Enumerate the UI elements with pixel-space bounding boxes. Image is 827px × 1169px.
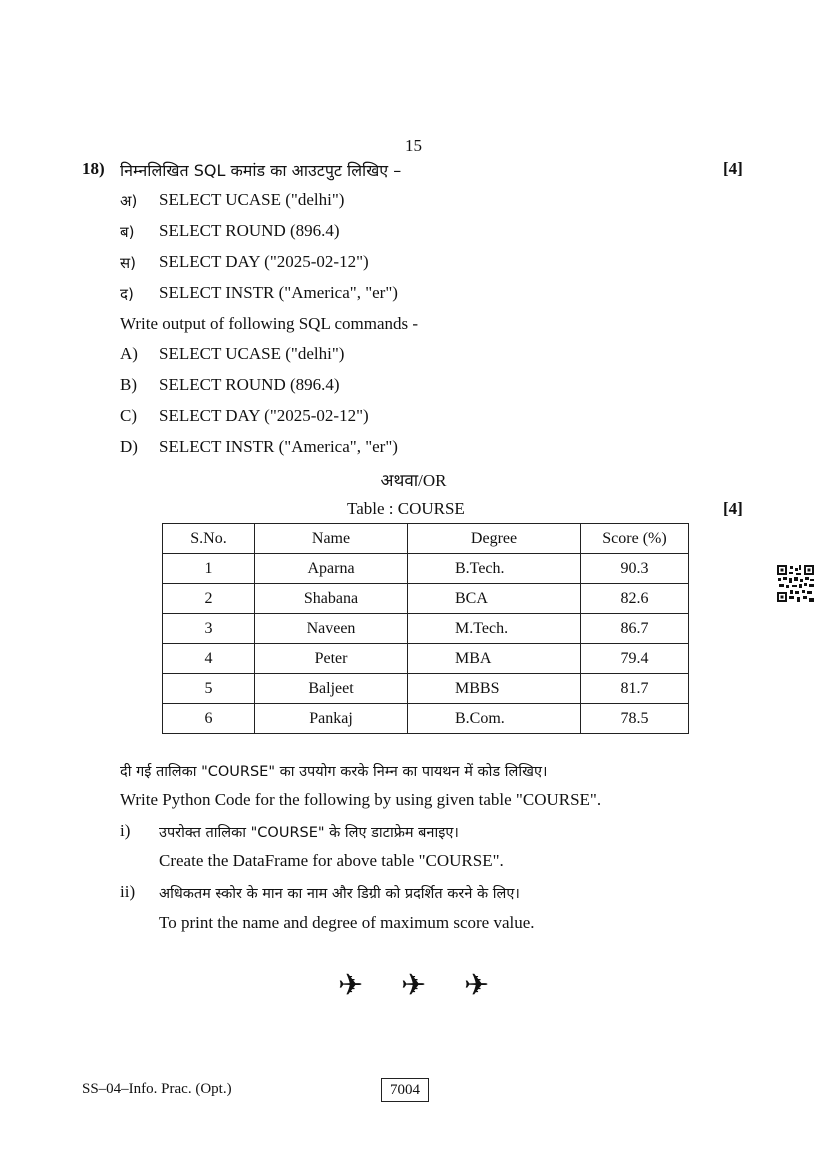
cell: 82.6 bbox=[581, 584, 689, 614]
header-cell: S.No. bbox=[163, 524, 255, 554]
question-text-hindi: निम्नलिखित SQL कमांड का आउटपुट लिखिए – bbox=[120, 161, 402, 180]
sql-command: SELECT INSTR ("America", "er") bbox=[159, 437, 398, 456]
cell: 81.7 bbox=[581, 674, 689, 704]
header-cell: Score (%) bbox=[581, 524, 689, 554]
item-label: अ) bbox=[120, 192, 138, 210]
sql-command: SELECT ROUND (896.4) bbox=[159, 375, 340, 394]
subpart-text-english: To print the name and degree of maximum score value. bbox=[159, 913, 535, 932]
footer-subject: SS–04–Info. Prac. (Opt.) bbox=[82, 1081, 232, 1097]
table-row bbox=[163, 644, 689, 674]
end-of-section-marks bbox=[338, 968, 527, 1003]
cell: 79.4 bbox=[581, 644, 689, 674]
item-label: A) bbox=[120, 344, 138, 363]
cell: 2 bbox=[163, 584, 255, 614]
subpart-text-hindi: अधिकतम स्कोर के मान का नाम और डिग्री को प्रदर्शित करने के लिए। bbox=[159, 886, 520, 902]
qr-code-icon bbox=[777, 565, 814, 602]
page-number: 15 bbox=[405, 136, 422, 155]
item-label: D) bbox=[120, 437, 138, 456]
sql-command: SELECT ROUND (896.4) bbox=[159, 221, 340, 240]
item-label: स) bbox=[120, 254, 136, 272]
sql-command: SELECT INSTR ("America", "er") bbox=[159, 283, 398, 302]
cell: 90.3 bbox=[581, 554, 689, 584]
footer-paper-code: 7004 bbox=[381, 1078, 429, 1102]
subpart-label: ii) bbox=[120, 882, 136, 901]
instruction-hindi: दी गई तालिका "COURSE" का उपयोग करके निम्न का पायथन में कोड लिखिए। bbox=[120, 764, 548, 780]
subpart-label: i) bbox=[120, 821, 131, 840]
table-row bbox=[163, 704, 689, 734]
cell: M.Tech. bbox=[408, 614, 581, 644]
sql-command: SELECT UCASE ("delhi") bbox=[159, 190, 345, 209]
cell: 4 bbox=[163, 644, 255, 674]
question-number: 18) bbox=[82, 159, 105, 178]
cell: B.Com. bbox=[408, 704, 581, 734]
table-row bbox=[163, 584, 689, 614]
airplane-icon: ✈ bbox=[464, 968, 490, 1003]
subpart-text-hindi: उपरोक्त तालिका "COURSE" के लिए डाटाफ्रेम बनाइए। bbox=[159, 825, 459, 841]
sql-command: SELECT UCASE ("delhi") bbox=[159, 344, 345, 363]
question-marks: [4] bbox=[723, 159, 743, 178]
question-text-english: Write output of following SQL commands - bbox=[120, 314, 419, 333]
cell: B.Tech. bbox=[408, 554, 581, 584]
or-separator: अथवा/OR bbox=[380, 471, 447, 490]
table-row bbox=[163, 554, 689, 584]
cell: 5 bbox=[163, 674, 255, 704]
cell: 3 bbox=[163, 614, 255, 644]
instruction-english: Write Python Code for the following by using given table "COURSE". bbox=[120, 790, 602, 809]
table-row bbox=[163, 674, 689, 704]
header-cell: Name bbox=[255, 524, 408, 554]
item-label: ब) bbox=[120, 223, 135, 241]
course-table bbox=[162, 523, 689, 734]
cell: Naveen bbox=[255, 614, 408, 644]
sql-command: SELECT DAY ("2025-02-12") bbox=[159, 252, 369, 271]
cell: Peter bbox=[255, 644, 408, 674]
airplane-icon: ✈ bbox=[338, 968, 364, 1003]
subpart-text-english: Create the DataFrame for above table "COURSE". bbox=[159, 851, 504, 870]
table-marks: [4] bbox=[723, 499, 743, 518]
cell: BCA bbox=[408, 584, 581, 614]
item-label: द) bbox=[120, 285, 134, 303]
cell: 1 bbox=[163, 554, 255, 584]
cell: 86.7 bbox=[581, 614, 689, 644]
table-title: Table : COURSE bbox=[347, 499, 465, 518]
cell: Aparna bbox=[255, 554, 408, 584]
cell: MBA bbox=[408, 644, 581, 674]
cell: 6 bbox=[163, 704, 255, 734]
header-cell: Degree bbox=[408, 524, 581, 554]
cell: Pankaj bbox=[255, 704, 408, 734]
sql-command: SELECT DAY ("2025-02-12") bbox=[159, 406, 369, 425]
table-header-row bbox=[163, 524, 689, 554]
cell: 78.5 bbox=[581, 704, 689, 734]
cell: MBBS bbox=[408, 674, 581, 704]
cell: Shabana bbox=[255, 584, 408, 614]
cell: Baljeet bbox=[255, 674, 408, 704]
item-label: B) bbox=[120, 375, 137, 394]
table-row bbox=[163, 614, 689, 644]
item-label: C) bbox=[120, 406, 137, 425]
airplane-icon: ✈ bbox=[401, 968, 427, 1003]
